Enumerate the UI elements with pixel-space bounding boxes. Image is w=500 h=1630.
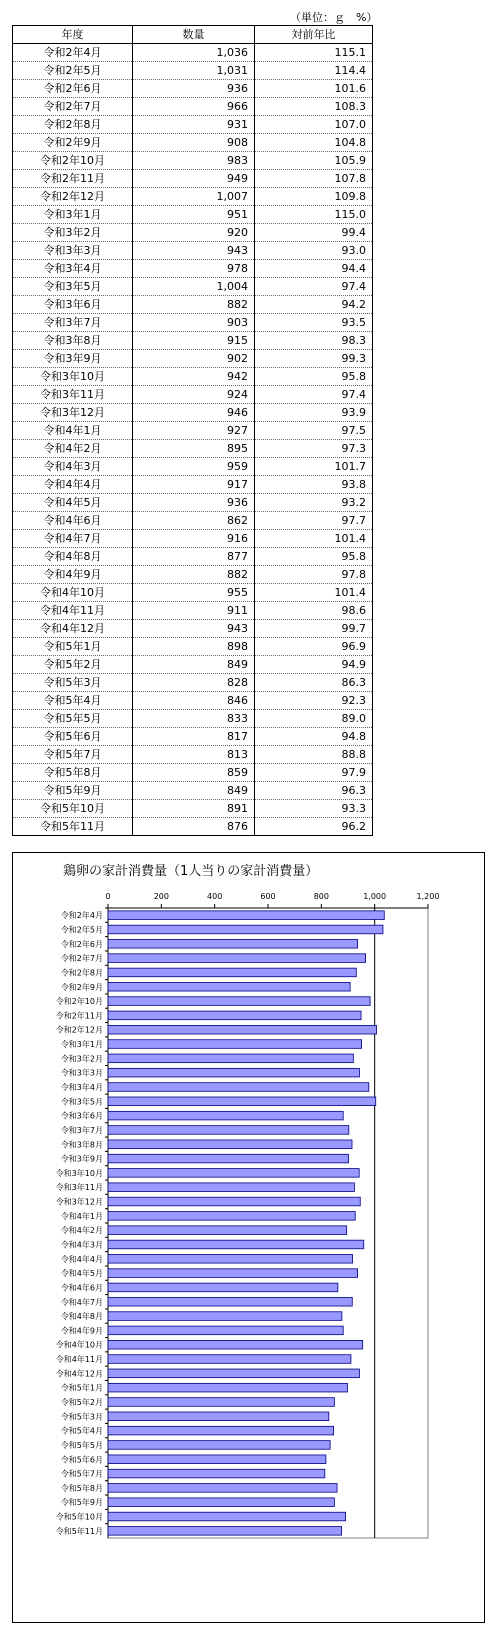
quantity-cell: 946 bbox=[133, 404, 255, 422]
bar bbox=[108, 940, 358, 949]
chart-panel bbox=[12, 852, 485, 1623]
bar bbox=[108, 925, 383, 934]
yoy-ratio-cell: 97.8 bbox=[255, 566, 373, 584]
quantity-cell: 924 bbox=[133, 386, 255, 404]
yoy-ratio-cell: 96.2 bbox=[255, 818, 373, 836]
table-row bbox=[13, 548, 373, 566]
quantity-cell: 943 bbox=[133, 242, 255, 260]
header-quantity: 数量 bbox=[133, 26, 255, 44]
y-tick-label: 令和3年11月 bbox=[55, 1183, 103, 1193]
quantity-cell: 902 bbox=[133, 350, 255, 368]
bar bbox=[108, 1312, 342, 1321]
yoy-ratio-cell: 101.4 bbox=[255, 584, 373, 602]
bar-chart bbox=[13, 853, 484, 1622]
quantity-cell: 959 bbox=[133, 458, 255, 476]
table-row bbox=[13, 476, 373, 494]
period-cell: 令和5年6月 bbox=[13, 728, 133, 746]
period-cell: 令和4年7月 bbox=[13, 530, 133, 548]
period-cell: 令和3年12月 bbox=[13, 404, 133, 422]
y-tick-label: 令和4年7月 bbox=[60, 1297, 103, 1307]
period-cell: 令和5年11月 bbox=[13, 818, 133, 836]
yoy-ratio-cell: 94.9 bbox=[255, 656, 373, 674]
table-row bbox=[13, 818, 373, 836]
yoy-ratio-cell: 93.0 bbox=[255, 242, 373, 260]
period-cell: 令和4年6月 bbox=[13, 512, 133, 530]
y-tick-label: 令和4年4月 bbox=[60, 1254, 103, 1264]
period-cell: 令和4年5月 bbox=[13, 494, 133, 512]
bar bbox=[108, 1068, 359, 1077]
y-tick-label: 令和2年12月 bbox=[55, 1025, 103, 1035]
table-row bbox=[13, 638, 373, 656]
period-cell: 令和2年9月 bbox=[13, 134, 133, 152]
period-cell: 令和2年10月 bbox=[13, 152, 133, 170]
period-cell: 令和5年10月 bbox=[13, 800, 133, 818]
y-tick-label: 令和2年4月 bbox=[60, 911, 103, 921]
bar bbox=[108, 1140, 352, 1149]
y-tick-label: 令和4年6月 bbox=[60, 1283, 103, 1293]
table-row bbox=[13, 242, 373, 260]
yoy-ratio-cell: 114.4 bbox=[255, 62, 373, 80]
y-tick-label: 令和3年8月 bbox=[60, 1140, 103, 1150]
table-row bbox=[13, 404, 373, 422]
x-tick-label: 800 bbox=[313, 892, 329, 901]
table-row bbox=[13, 566, 373, 584]
bar bbox=[108, 1011, 361, 1020]
y-tick-label: 令和2年5月 bbox=[60, 925, 103, 935]
period-cell: 令和3年9月 bbox=[13, 350, 133, 368]
period-cell: 令和2年7月 bbox=[13, 98, 133, 116]
quantity-cell: 849 bbox=[133, 656, 255, 674]
y-tick-label: 令和3年1月 bbox=[60, 1040, 103, 1050]
yoy-ratio-cell: 98.3 bbox=[255, 332, 373, 350]
table-row bbox=[13, 98, 373, 116]
bar bbox=[108, 1398, 334, 1407]
bar bbox=[108, 1512, 346, 1521]
bar bbox=[108, 997, 370, 1006]
quantity-cell: 903 bbox=[133, 314, 255, 332]
quantity-cell: 882 bbox=[133, 566, 255, 584]
y-tick-label: 令和5年1月 bbox=[60, 1383, 103, 1393]
quantity-cell: 936 bbox=[133, 494, 255, 512]
y-tick-label: 令和2年9月 bbox=[60, 982, 103, 992]
y-tick-label: 令和4年11月 bbox=[55, 1355, 103, 1365]
yoy-ratio-cell: 97.4 bbox=[255, 278, 373, 296]
yoy-ratio-cell: 97.7 bbox=[255, 512, 373, 530]
period-cell: 令和3年4月 bbox=[13, 260, 133, 278]
bar bbox=[108, 1355, 351, 1364]
bar bbox=[108, 1498, 334, 1507]
yoy-ratio-cell: 97.4 bbox=[255, 386, 373, 404]
table-row bbox=[13, 584, 373, 602]
yoy-ratio-cell: 99.3 bbox=[255, 350, 373, 368]
period-cell: 令和3年3月 bbox=[13, 242, 133, 260]
y-tick-label: 令和5年8月 bbox=[60, 1483, 103, 1493]
bar bbox=[108, 1297, 352, 1306]
table-row bbox=[13, 386, 373, 404]
y-tick-label: 令和5年5月 bbox=[60, 1440, 103, 1450]
quantity-cell: 927 bbox=[133, 422, 255, 440]
quantity-cell: 1,036 bbox=[133, 44, 255, 62]
quantity-cell: 846 bbox=[133, 692, 255, 710]
y-tick-label: 令和5年3月 bbox=[60, 1412, 103, 1422]
yoy-ratio-cell: 108.3 bbox=[255, 98, 373, 116]
quantity-cell: 1,031 bbox=[133, 62, 255, 80]
period-cell: 令和5年3月 bbox=[13, 674, 133, 692]
y-tick-label: 令和2年11月 bbox=[55, 1011, 103, 1021]
quantity-cell: 876 bbox=[133, 818, 255, 836]
bar bbox=[108, 982, 350, 991]
yoy-ratio-cell: 93.8 bbox=[255, 476, 373, 494]
table-row bbox=[13, 314, 373, 332]
yoy-ratio-cell: 94.2 bbox=[255, 296, 373, 314]
bar bbox=[108, 1183, 354, 1192]
quantity-cell: 917 bbox=[133, 476, 255, 494]
quantity-cell: 833 bbox=[133, 710, 255, 728]
yoy-ratio-cell: 95.8 bbox=[255, 368, 373, 386]
period-cell: 令和4年10月 bbox=[13, 584, 133, 602]
quantity-cell: 813 bbox=[133, 746, 255, 764]
quantity-cell: 936 bbox=[133, 80, 255, 98]
consumption-table bbox=[12, 25, 373, 836]
bar bbox=[108, 1083, 369, 1092]
yoy-ratio-cell: 101.7 bbox=[255, 458, 373, 476]
period-cell: 令和4年3月 bbox=[13, 458, 133, 476]
quantity-cell: 817 bbox=[133, 728, 255, 746]
table-row bbox=[13, 134, 373, 152]
bar bbox=[108, 968, 356, 977]
x-tick-label: 400 bbox=[207, 892, 223, 901]
yoy-ratio-cell: 109.8 bbox=[255, 188, 373, 206]
yoy-ratio-cell: 88.8 bbox=[255, 746, 373, 764]
bar bbox=[108, 1169, 359, 1178]
yoy-ratio-cell: 107.8 bbox=[255, 170, 373, 188]
table-row bbox=[13, 260, 373, 278]
table-row bbox=[13, 746, 373, 764]
y-tick-label: 令和5年7月 bbox=[60, 1469, 103, 1479]
period-cell: 令和4年1月 bbox=[13, 422, 133, 440]
y-tick-label: 令和4年1月 bbox=[60, 1211, 103, 1221]
bar bbox=[108, 1226, 347, 1235]
period-cell: 令和4年11月 bbox=[13, 602, 133, 620]
yoy-ratio-cell: 93.3 bbox=[255, 800, 373, 818]
bar bbox=[108, 1054, 353, 1063]
table-row bbox=[13, 350, 373, 368]
quantity-cell: 951 bbox=[133, 206, 255, 224]
yoy-ratio-cell: 94.8 bbox=[255, 728, 373, 746]
y-tick-label: 令和3年10月 bbox=[55, 1168, 103, 1178]
bar bbox=[108, 1197, 360, 1206]
x-tick-label: 1,200 bbox=[416, 892, 440, 901]
unit-note: （単位：ｇ %） bbox=[290, 11, 378, 24]
yoy-ratio-cell: 92.3 bbox=[255, 692, 373, 710]
y-tick-label: 令和3年7月 bbox=[60, 1125, 103, 1135]
table-row bbox=[13, 368, 373, 386]
bar bbox=[108, 1255, 353, 1264]
bar bbox=[108, 1426, 334, 1435]
y-tick-label: 令和3年5月 bbox=[60, 1097, 103, 1107]
yoy-ratio-cell: 97.3 bbox=[255, 440, 373, 458]
table-row bbox=[13, 296, 373, 314]
table-row bbox=[13, 512, 373, 530]
y-tick-label: 令和4年2月 bbox=[60, 1226, 103, 1236]
chart-title: 鶏卵の家計消費量（1人当りの家計消費量） bbox=[63, 864, 319, 879]
yoy-ratio-cell: 115.1 bbox=[255, 44, 373, 62]
period-cell: 令和4年9月 bbox=[13, 566, 133, 584]
bar bbox=[108, 1484, 337, 1493]
y-tick-label: 令和4年3月 bbox=[60, 1240, 103, 1250]
period-cell: 令和4年2月 bbox=[13, 440, 133, 458]
y-tick-label: 令和3年4月 bbox=[60, 1082, 103, 1092]
x-tick-label: 0 bbox=[105, 892, 111, 901]
yoy-ratio-cell: 105.9 bbox=[255, 152, 373, 170]
header-yoy-ratio: 対前年比 bbox=[255, 26, 373, 44]
y-tick-label: 令和5年11月 bbox=[55, 1526, 103, 1536]
yoy-ratio-cell: 99.4 bbox=[255, 224, 373, 242]
bar bbox=[108, 1126, 349, 1135]
table-row bbox=[13, 800, 373, 818]
period-cell: 令和4年4月 bbox=[13, 476, 133, 494]
bar bbox=[108, 1240, 364, 1249]
y-tick-label: 令和5年4月 bbox=[60, 1426, 103, 1436]
quantity-cell: 911 bbox=[133, 602, 255, 620]
bar bbox=[108, 1441, 330, 1450]
bar bbox=[108, 1025, 377, 1034]
table-row bbox=[13, 62, 373, 80]
quantity-cell: 943 bbox=[133, 620, 255, 638]
period-cell: 令和4年8月 bbox=[13, 548, 133, 566]
y-tick-label: 令和5年6月 bbox=[60, 1455, 103, 1465]
quantity-cell: 966 bbox=[133, 98, 255, 116]
yoy-ratio-cell: 97.5 bbox=[255, 422, 373, 440]
yoy-ratio-cell: 96.9 bbox=[255, 638, 373, 656]
period-cell: 令和5年8月 bbox=[13, 764, 133, 782]
bar bbox=[108, 911, 384, 920]
y-tick-label: 令和4年9月 bbox=[60, 1326, 103, 1336]
bar bbox=[108, 1283, 338, 1292]
period-cell: 令和3年7月 bbox=[13, 314, 133, 332]
bar bbox=[108, 1212, 355, 1221]
y-tick-label: 令和5年9月 bbox=[60, 1498, 103, 1508]
y-tick-label: 令和4年10月 bbox=[55, 1340, 103, 1350]
table-header-row bbox=[13, 26, 373, 44]
quantity-cell: 942 bbox=[133, 368, 255, 386]
yoy-ratio-cell: 95.8 bbox=[255, 548, 373, 566]
yoy-ratio-cell: 94.4 bbox=[255, 260, 373, 278]
period-cell: 令和5年1月 bbox=[13, 638, 133, 656]
period-cell: 令和2年6月 bbox=[13, 80, 133, 98]
yoy-ratio-cell: 99.7 bbox=[255, 620, 373, 638]
period-cell: 令和3年1月 bbox=[13, 206, 133, 224]
table-row bbox=[13, 692, 373, 710]
bar bbox=[108, 1412, 329, 1421]
quantity-cell: 849 bbox=[133, 782, 255, 800]
yoy-ratio-cell: 86.3 bbox=[255, 674, 373, 692]
quantity-cell: 916 bbox=[133, 530, 255, 548]
quantity-cell: 859 bbox=[133, 764, 255, 782]
y-tick-label: 令和3年6月 bbox=[60, 1111, 103, 1121]
yoy-ratio-cell: 96.3 bbox=[255, 782, 373, 800]
table-row bbox=[13, 170, 373, 188]
quantity-cell: 920 bbox=[133, 224, 255, 242]
table-row bbox=[13, 278, 373, 296]
bar bbox=[108, 1455, 326, 1464]
y-tick-label: 令和3年2月 bbox=[60, 1054, 103, 1064]
table-row bbox=[13, 422, 373, 440]
bar bbox=[108, 1527, 342, 1536]
y-tick-label: 令和5年2月 bbox=[60, 1397, 103, 1407]
quantity-cell: 898 bbox=[133, 638, 255, 656]
period-cell: 令和3年2月 bbox=[13, 224, 133, 242]
yoy-ratio-cell: 93.5 bbox=[255, 314, 373, 332]
y-tick-label: 令和3年3月 bbox=[60, 1068, 103, 1078]
table-row bbox=[13, 152, 373, 170]
y-tick-label: 令和2年6月 bbox=[60, 939, 103, 949]
y-tick-label: 令和3年12月 bbox=[55, 1197, 103, 1207]
y-tick-label: 令和4年12月 bbox=[55, 1369, 103, 1379]
table-row bbox=[13, 620, 373, 638]
table-row bbox=[13, 332, 373, 350]
period-cell: 令和3年8月 bbox=[13, 332, 133, 350]
y-tick-label: 令和2年7月 bbox=[60, 954, 103, 964]
table-row bbox=[13, 782, 373, 800]
table-row bbox=[13, 80, 373, 98]
x-tick-label: 1,000 bbox=[363, 892, 387, 901]
quantity-cell: 1,004 bbox=[133, 278, 255, 296]
table-row bbox=[13, 728, 373, 746]
quantity-cell: 1,007 bbox=[133, 188, 255, 206]
bar bbox=[108, 954, 366, 963]
yoy-ratio-cell: 115.0 bbox=[255, 206, 373, 224]
bar bbox=[108, 1111, 343, 1120]
period-cell: 令和4年12月 bbox=[13, 620, 133, 638]
quantity-cell: 983 bbox=[133, 152, 255, 170]
period-cell: 令和5年7月 bbox=[13, 746, 133, 764]
bar bbox=[108, 1383, 347, 1392]
table-row bbox=[13, 188, 373, 206]
table-row bbox=[13, 206, 373, 224]
period-cell: 令和3年5月 bbox=[13, 278, 133, 296]
quantity-cell: 931 bbox=[133, 116, 255, 134]
table-row bbox=[13, 44, 373, 62]
quantity-cell: 895 bbox=[133, 440, 255, 458]
period-cell: 令和3年10月 bbox=[13, 368, 133, 386]
quantity-cell: 882 bbox=[133, 296, 255, 314]
period-cell: 令和2年8月 bbox=[13, 116, 133, 134]
quantity-cell: 891 bbox=[133, 800, 255, 818]
y-tick-label: 令和5年10月 bbox=[55, 1512, 103, 1522]
y-tick-label: 令和2年10月 bbox=[55, 997, 103, 1007]
table-row bbox=[13, 710, 373, 728]
period-cell: 令和5年2月 bbox=[13, 656, 133, 674]
quantity-cell: 978 bbox=[133, 260, 255, 278]
period-cell: 令和2年12月 bbox=[13, 188, 133, 206]
period-cell: 令和2年5月 bbox=[13, 62, 133, 80]
y-tick-label: 令和4年5月 bbox=[60, 1269, 103, 1279]
yoy-ratio-cell: 101.4 bbox=[255, 530, 373, 548]
bar bbox=[108, 1269, 358, 1278]
period-cell: 令和3年11月 bbox=[13, 386, 133, 404]
yoy-ratio-cell: 89.0 bbox=[255, 710, 373, 728]
period-cell: 令和5年4月 bbox=[13, 692, 133, 710]
bar bbox=[108, 1040, 362, 1049]
quantity-cell: 955 bbox=[133, 584, 255, 602]
header-period: 年度 bbox=[13, 26, 133, 44]
yoy-ratio-cell: 93.9 bbox=[255, 404, 373, 422]
y-tick-label: 令和3年9月 bbox=[60, 1154, 103, 1164]
table-row bbox=[13, 530, 373, 548]
yoy-ratio-cell: 93.2 bbox=[255, 494, 373, 512]
yoy-ratio-cell: 97.9 bbox=[255, 764, 373, 782]
table-row bbox=[13, 224, 373, 242]
quantity-cell: 915 bbox=[133, 332, 255, 350]
period-cell: 令和3年6月 bbox=[13, 296, 133, 314]
bar bbox=[108, 1469, 325, 1478]
bar bbox=[108, 1340, 363, 1349]
bar bbox=[108, 1369, 359, 1378]
table-row bbox=[13, 440, 373, 458]
table-row bbox=[13, 656, 373, 674]
yoy-ratio-cell: 104.8 bbox=[255, 134, 373, 152]
table-row bbox=[13, 674, 373, 692]
table-row bbox=[13, 458, 373, 476]
period-cell: 令和5年5月 bbox=[13, 710, 133, 728]
bar bbox=[108, 1097, 376, 1106]
y-tick-label: 令和2年8月 bbox=[60, 968, 103, 978]
yoy-ratio-cell: 98.6 bbox=[255, 602, 373, 620]
bar bbox=[108, 1154, 349, 1163]
quantity-cell: 908 bbox=[133, 134, 255, 152]
quantity-cell: 828 bbox=[133, 674, 255, 692]
period-cell: 令和2年4月 bbox=[13, 44, 133, 62]
table-row bbox=[13, 602, 373, 620]
y-tick-label: 令和4年8月 bbox=[60, 1312, 103, 1322]
x-tick-label: 200 bbox=[153, 892, 169, 901]
quantity-cell: 949 bbox=[133, 170, 255, 188]
quantity-cell: 877 bbox=[133, 548, 255, 566]
table-row bbox=[13, 116, 373, 134]
x-tick-label: 600 bbox=[260, 892, 276, 901]
period-cell: 令和2年11月 bbox=[13, 170, 133, 188]
yoy-ratio-cell: 107.0 bbox=[255, 116, 373, 134]
quantity-cell: 862 bbox=[133, 512, 255, 530]
table-row bbox=[13, 764, 373, 782]
yoy-ratio-cell: 101.6 bbox=[255, 80, 373, 98]
period-cell: 令和5年9月 bbox=[13, 782, 133, 800]
bar bbox=[108, 1326, 343, 1335]
table-row bbox=[13, 494, 373, 512]
